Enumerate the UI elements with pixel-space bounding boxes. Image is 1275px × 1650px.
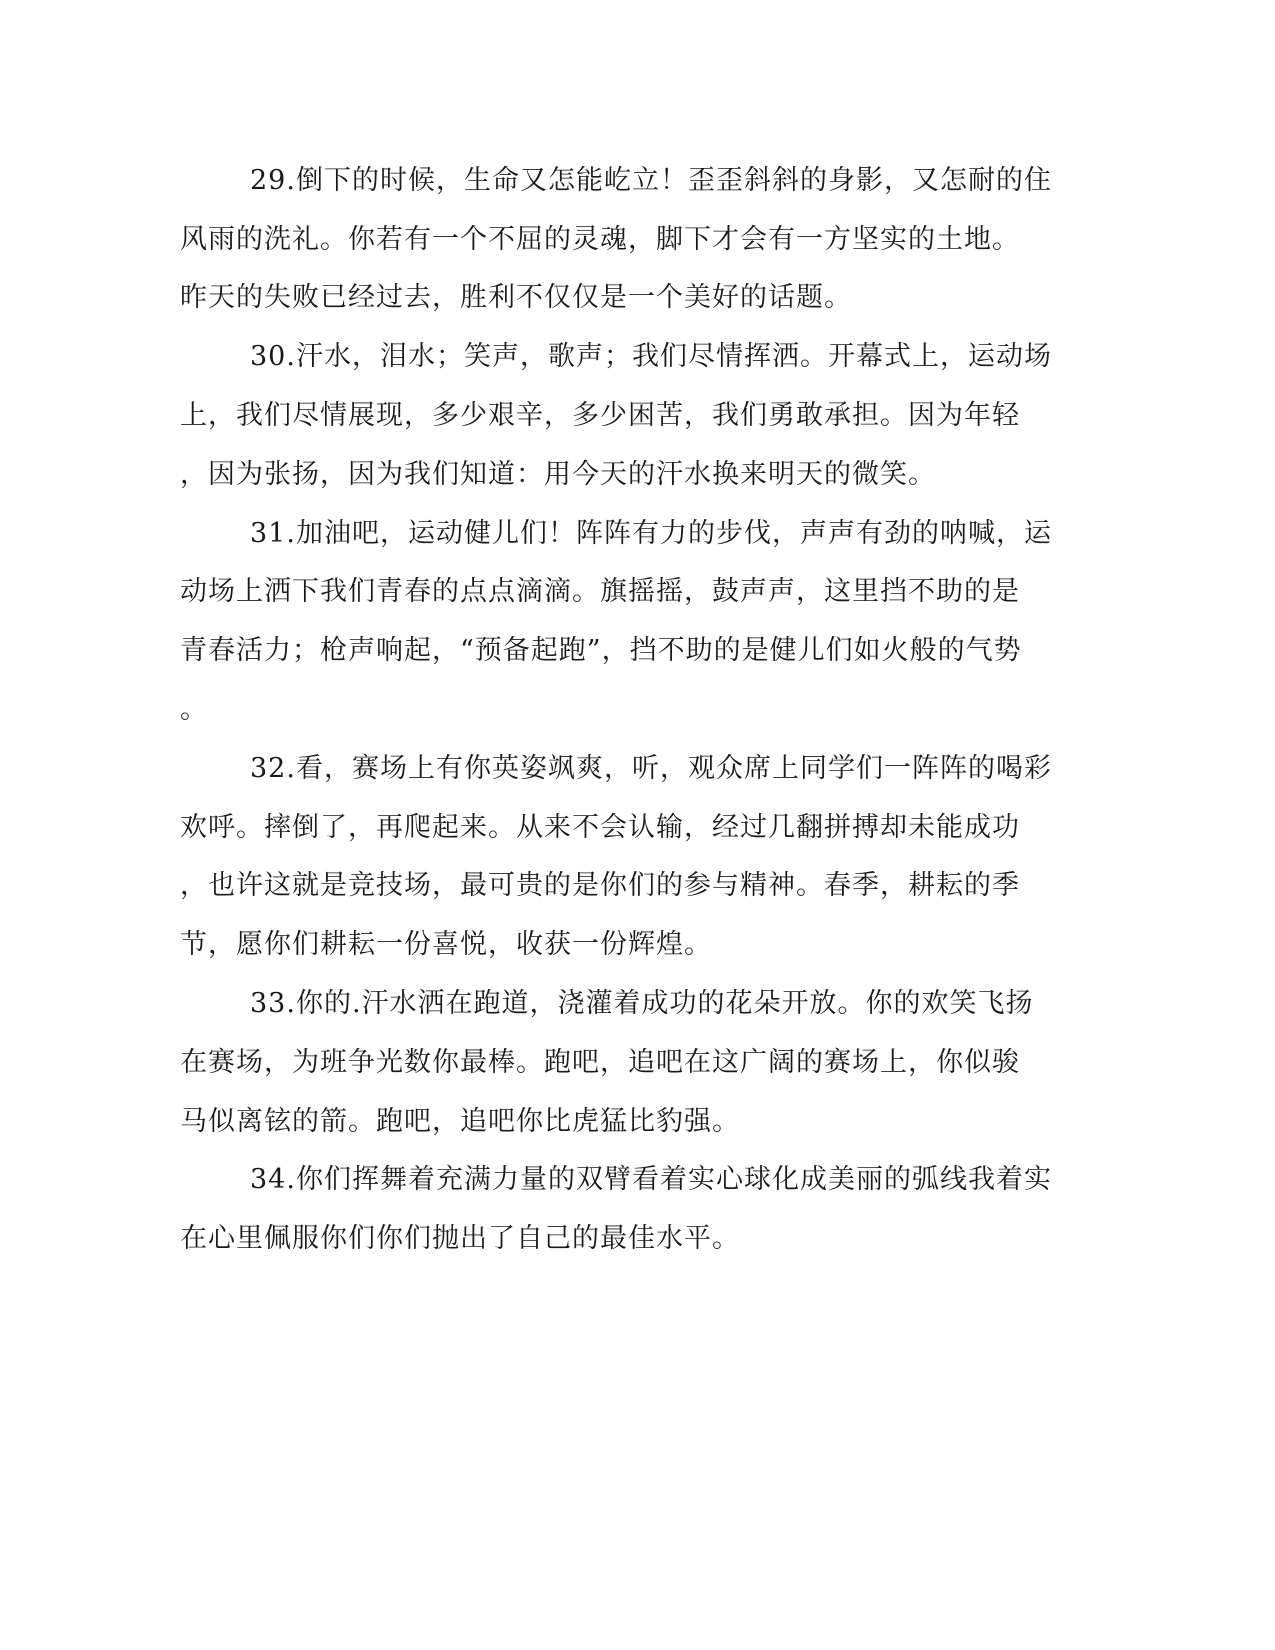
paragraph-31-line-4: 。	[180, 694, 208, 725]
paragraph-29-line-2: 风雨的洗礼。你若有一个不屈的灵魂，脚下才会有一方坚实的土地。	[180, 224, 1020, 255]
paragraph-34-line-2: 在心里佩服你们你们抛出了自己的最佳水平。	[180, 1223, 740, 1254]
paragraph-30-line-3: ，因为张扬，因为我们知道：用今天的汗水换来明天的微笑。	[180, 459, 936, 490]
paragraph-30-line-1: 30.汗水，泪水；笑声，歌声；我们尽情挥洒。开幕式上，运动场	[250, 341, 1052, 372]
paragraph-29-line-3: 昨天的失败已经过去，胜利不仅仅是一个美好的话题。	[180, 282, 852, 313]
paragraph-29-line-1: 29.倒下的时候，生命又怎能屹立！歪歪斜斜的身影，又怎耐的住	[250, 165, 1052, 196]
paragraph-32-line-3: ，也许这就是竞技场，最可贵的是你们的参与精神。春季，耕耘的季	[180, 870, 1020, 901]
paragraph-33-line-3: 马似离铉的箭。跑吧，追吧你比虎猛比豹强。	[180, 1106, 740, 1137]
paragraph-33-line-2: 在赛场，为班争光数你最棒。跑吧，追吧在这广阔的赛场上，你似骏	[180, 1047, 1020, 1078]
paragraph-32-line-2: 欢呼。摔倒了，再爬起来。从来不会认输，经过几翻拼搏却未能成功	[180, 812, 1020, 843]
paragraph-31-line-1: 31.加油吧，运动健儿们！阵阵有力的步伐，声声有劲的呐喊，运	[250, 518, 1052, 549]
paragraph-33-line-1: 33.你的.汗水洒在跑道，浇灌着成功的花朵开放。你的欢笑飞扬	[250, 988, 1034, 1019]
paragraph-30-line-2: 上，我们尽情展现，多少艰辛，多少困苦，我们勇敢承担。因为年轻	[180, 400, 1020, 431]
paragraph-31-line-3: 青春活力；枪声响起，“预备起跑”，挡不助的是健儿们如火般的气势	[180, 635, 1022, 666]
paragraph-32-line-1: 32.看，赛场上有你英姿飒爽，听，观众席上同学们一阵阵的喝彩	[250, 753, 1052, 784]
paragraph-34-line-1: 34.你们挥舞着充满力量的双臂看着实心球化成美丽的弧线我着实	[250, 1164, 1052, 1195]
paragraph-31-line-2: 动场上洒下我们青春的点点滴滴。旗摇摇，鼓声声，这里挡不助的是	[180, 576, 1020, 607]
paragraph-32-line-4: 节，愿你们耕耘一份喜悦，收获一份辉煌。	[180, 929, 712, 960]
